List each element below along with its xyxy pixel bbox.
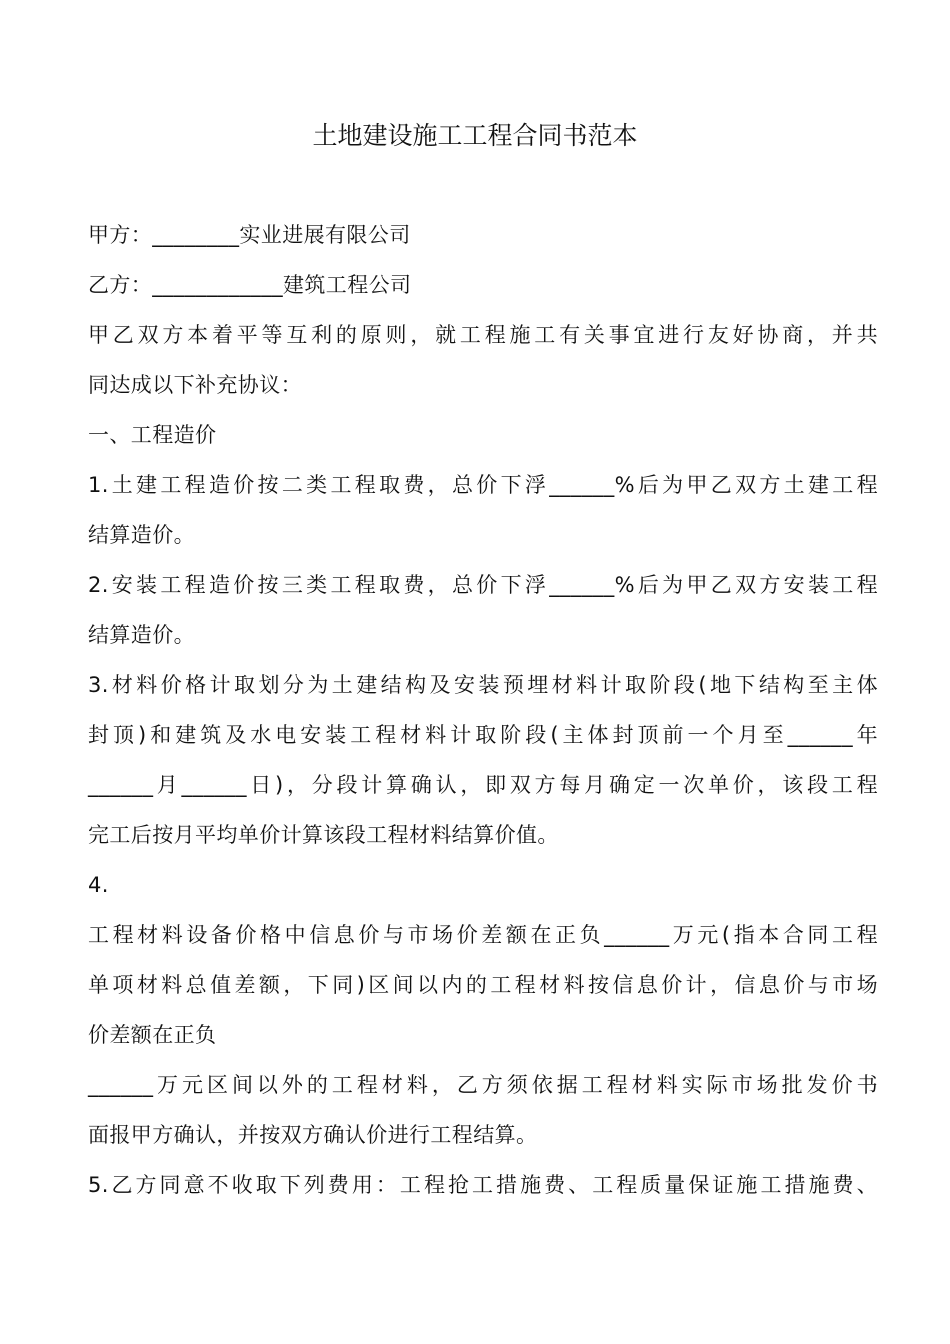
clause-line: 面报甲方确认，并按双方确认价进行工程结算。 xyxy=(88,1123,538,1147)
clause-line: 3.材料价格计取划分为土建结构及安装预埋材料计取阶段(地下结构至主体 xyxy=(88,673,878,697)
clause-line: 5.乙方同意不收取下列费用：工程抢工措施费、工程质量保证施工措施费、 xyxy=(88,1173,878,1197)
clause-line: 封顶)和建筑及水电安装工程材料计取阶段(主体封顶前一个月至______年 xyxy=(88,723,878,747)
clause-line: 价差额在正负 xyxy=(88,1023,217,1047)
clause-line: ______万元区间以外的工程材料，乙方须依据工程材料实际市场批发价书 xyxy=(88,1073,878,1097)
clause-line: 完工后按月平均单价计算该段工程材料结算价值。 xyxy=(88,823,559,847)
clause-line: 1.土建工程造价按二类工程取费，总价下浮______%后为甲乙双方土建工程 xyxy=(88,473,878,497)
party-a-line: 甲方：________实业进展有限公司 xyxy=(88,223,411,247)
clause-line: 2.安装工程造价按三类工程取费，总价下浮______%后为甲乙双方安装工程 xyxy=(88,573,878,597)
clause-line: 工程材料设备价格中信息价与市场价差额在正负______万元(指本合同工程 xyxy=(88,923,878,947)
clause-line: 单项材料总值差额，下同)区间以内的工程材料按信息价计，信息价与市场 xyxy=(88,973,878,997)
clause-line: ______月______日)，分段计算确认，即双方每月确定一次单价，该段工程 xyxy=(88,773,878,797)
paragraph-line: 同达成以下补充协议： xyxy=(88,373,302,397)
section-heading: 一、工程造价 xyxy=(88,423,217,447)
document-title: 土地建设施工工程合同书范本 xyxy=(312,121,638,150)
clause-number: 4. xyxy=(88,873,109,897)
party-b-line: 乙方：____________建筑工程公司 xyxy=(88,273,412,297)
clause-line: 结算造价。 xyxy=(88,623,195,647)
paragraph-line: 甲乙双方本着平等互利的原则，就工程施工有关事宜进行友好协商，并共 xyxy=(88,323,878,347)
clause-line: 结算造价。 xyxy=(88,523,195,547)
